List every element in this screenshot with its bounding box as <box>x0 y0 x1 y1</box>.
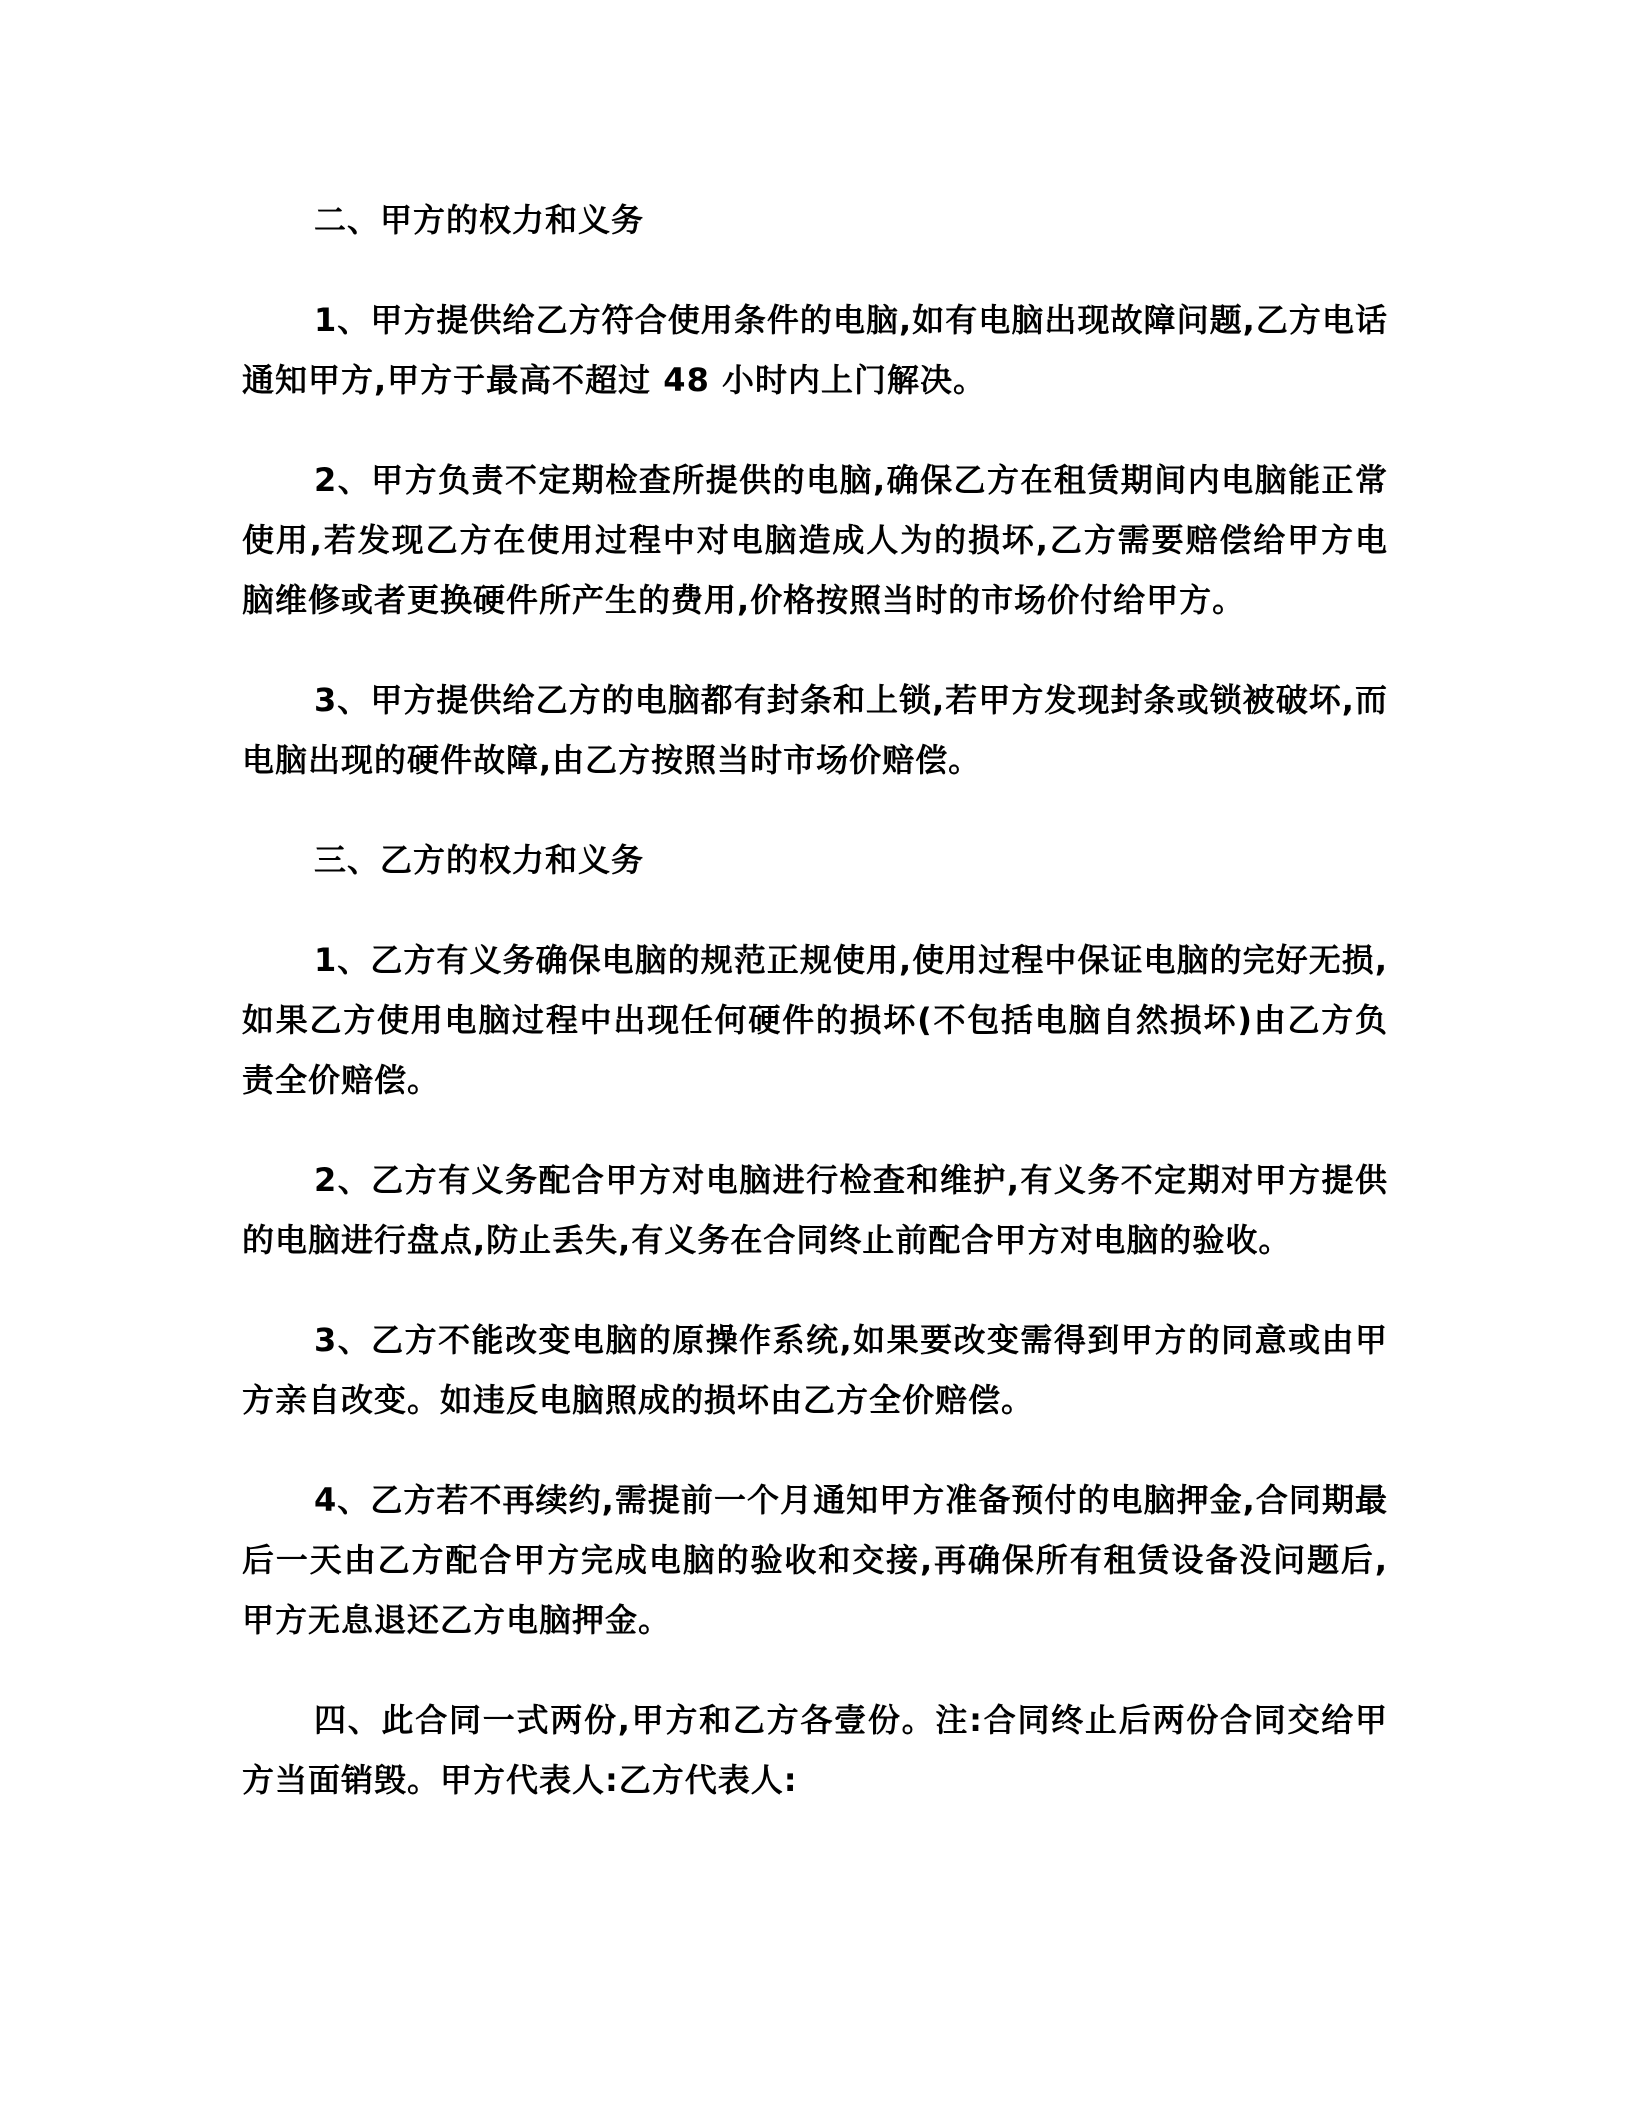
clause-party-b-3: 3、乙方不能改变电脑的原操作系统,如果要改变需得到甲方的同意或由甲方亲自改变。如违反电脑照成的损坏由乙方全价赔偿。 <box>242 1321 1388 1419</box>
clause-party-a-1: 1、甲方提供给乙方符合使用条件的电脑,如有电脑出现故障问题,乙方电话通知甲方,甲方于最高不超过 48 小时内上门解决。 <box>242 301 1388 399</box>
clause-party-b-4: 4、乙方若不再续约,需提前一个月通知甲方准备预付的电脑押金,合同期最后一天由乙方配合甲方完成电脑的验收和交接,再确保所有租赁设备没问题后,甲方无息退还乙方电脑押金。 <box>242 1481 1388 1639</box>
closing-clause-copies-and-representatives: 四、此合同一式两份,甲方和乙方各壹份。注:合同终止后两份合同交给甲方当面销毁。甲方代表人:乙方代表人: <box>242 1701 1388 1799</box>
section-heading-party-a-rights: 二、甲方的权力和义务 <box>314 201 645 239</box>
clause-party-b-2: 2、乙方有义务配合甲方对电脑进行检查和维护,有义务不定期对甲方提供的电脑进行盘点,防止丢失,有义务在合同终止前配合甲方对电脑的验收。 <box>242 1161 1388 1259</box>
section-heading-party-b-rights: 三、乙方的权力和义务 <box>314 841 645 879</box>
clause-party-a-3: 3、甲方提供给乙方的电脑都有封条和上锁,若甲方发现封条或锁被破坏,而电脑出现的硬件故障,由乙方按照当时市场价赔偿。 <box>242 681 1388 779</box>
clause-party-a-2: 2、甲方负责不定期检查所提供的电脑,确保乙方在租赁期间内电脑能正常使用,若发现乙方在使用过程中对电脑造成人为的损坏,乙方需要赔偿给甲方电脑维修或者更换硬件所产生的费用,价格按照当时的市场价付给甲方。 <box>242 461 1388 619</box>
clause-party-b-1: 1、乙方有义务确保电脑的规范正规使用,使用过程中保证电脑的完好无损,如果乙方使用电脑过程中出现任何硬件的损坏(不包括电脑自然损坏)由乙方负责全价赔偿。 <box>242 941 1388 1099</box>
